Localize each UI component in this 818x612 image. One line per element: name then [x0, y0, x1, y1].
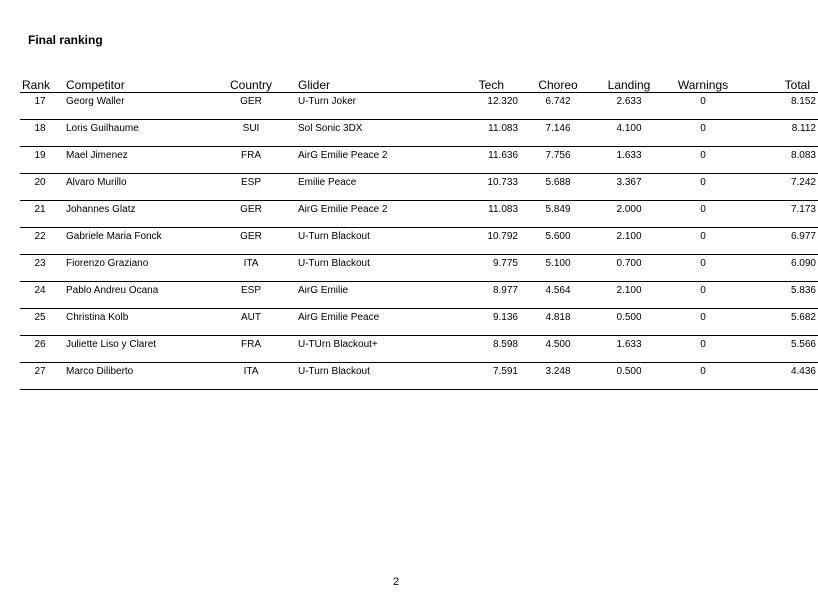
cell-warnings: 0 — [662, 93, 744, 120]
table-row — [20, 363, 818, 390]
cell-warnings: 0 — [662, 120, 744, 147]
cell-competitor: Marco Diliberto — [60, 363, 216, 390]
cell-landing: 0.500 — [596, 309, 662, 336]
cell-rank: 23 — [20, 255, 60, 282]
page-title: Final ranking — [28, 33, 103, 47]
cell-total: 8.083 — [744, 147, 818, 174]
column-header-warnings: Warnings — [662, 76, 744, 93]
cell-choreo: 5.688 — [520, 174, 596, 201]
cell-total: 5.836 — [744, 282, 818, 309]
cell-tech: 7.591 — [428, 363, 520, 390]
cell-warnings: 0 — [662, 201, 744, 228]
cell-country: GER — [216, 228, 286, 255]
cell-country: ITA — [216, 363, 286, 390]
cell-total: 6.090 — [744, 255, 818, 282]
cell-rank: 26 — [20, 336, 60, 363]
cell-total: 5.682 — [744, 309, 818, 336]
cell-landing: 2.100 — [596, 282, 662, 309]
cell-country: FRA — [216, 336, 286, 363]
cell-landing: 1.633 — [596, 147, 662, 174]
cell-rank: 18 — [20, 120, 60, 147]
cell-tech: 11.083 — [428, 120, 520, 147]
cell-country: GER — [216, 201, 286, 228]
cell-warnings: 0 — [662, 147, 744, 174]
cell-total: 7.173 — [744, 201, 818, 228]
cell-landing: 0.500 — [596, 363, 662, 390]
cell-tech: 10.733 — [428, 174, 520, 201]
cell-rank: 27 — [20, 363, 60, 390]
cell-choreo: 7.756 — [520, 147, 596, 174]
table-row — [20, 201, 818, 228]
cell-warnings: 0 — [662, 174, 744, 201]
cell-competitor: Gabriele Maria Fonck — [60, 228, 216, 255]
table-row — [20, 147, 818, 174]
cell-total: 8.152 — [744, 93, 818, 120]
cell-choreo: 5.849 — [520, 201, 596, 228]
cell-tech: 11.636 — [428, 147, 520, 174]
column-header-country: Country — [216, 76, 286, 93]
cell-tech: 9.136 — [428, 309, 520, 336]
cell-warnings: 0 — [662, 282, 744, 309]
cell-glider: U-Turn Blackout — [286, 228, 428, 255]
cell-tech: 11.083 — [428, 201, 520, 228]
cell-total: 6.977 — [744, 228, 818, 255]
cell-tech: 10.792 — [428, 228, 520, 255]
table-row — [20, 120, 818, 147]
cell-competitor: Christina Kolb — [60, 309, 216, 336]
cell-choreo: 3.248 — [520, 363, 596, 390]
cell-choreo: 4.818 — [520, 309, 596, 336]
cell-choreo: 6.742 — [520, 93, 596, 120]
cell-competitor: Johannes Glatz — [60, 201, 216, 228]
table-header-row — [20, 76, 818, 93]
table-row — [20, 336, 818, 363]
cell-glider: Emilie Peace — [286, 174, 428, 201]
cell-warnings: 0 — [662, 228, 744, 255]
cell-glider: AirG Emilie Peace 2 — [286, 201, 428, 228]
cell-country: ESP — [216, 174, 286, 201]
cell-tech: 12.320 — [428, 93, 520, 120]
column-header-rank: Rank — [20, 76, 60, 93]
cell-country: FRA — [216, 147, 286, 174]
cell-competitor: Alvaro Murillo — [60, 174, 216, 201]
cell-rank: 24 — [20, 282, 60, 309]
cell-competitor: Georg Waller — [60, 93, 216, 120]
cell-total: 7.242 — [744, 174, 818, 201]
cell-choreo: 4.500 — [520, 336, 596, 363]
cell-landing: 2.000 — [596, 201, 662, 228]
cell-glider: AirG Emilie Peace — [286, 309, 428, 336]
cell-rank: 21 — [20, 201, 60, 228]
cell-warnings: 0 — [662, 363, 744, 390]
cell-country: ESP — [216, 282, 286, 309]
column-header-total: Total — [744, 76, 818, 93]
table-row — [20, 255, 818, 282]
column-header-competitor: Competitor — [60, 76, 216, 93]
cell-country: AUT — [216, 309, 286, 336]
cell-landing: 2.633 — [596, 93, 662, 120]
cell-glider: Sol Sonic 3DX — [286, 120, 428, 147]
cell-competitor: Mael Jimenez — [60, 147, 216, 174]
cell-glider: U-Turn Blackout — [286, 363, 428, 390]
table-row — [20, 93, 818, 120]
table-row — [20, 309, 818, 336]
cell-total: 5.566 — [744, 336, 818, 363]
cell-choreo: 5.600 — [520, 228, 596, 255]
cell-glider: U-Turn Joker — [286, 93, 428, 120]
page-number: 2 — [392, 576, 400, 588]
cell-glider: AirG Emilie — [286, 282, 428, 309]
table-row — [20, 282, 818, 309]
cell-rank: 22 — [20, 228, 60, 255]
cell-landing: 1.633 — [596, 336, 662, 363]
cell-rank: 17 — [20, 93, 60, 120]
table-row — [20, 228, 818, 255]
cell-tech: 8.977 — [428, 282, 520, 309]
cell-competitor: Fiorenzo Graziano — [60, 255, 216, 282]
column-header-glider: Glider — [286, 76, 428, 93]
ranking-table — [20, 76, 818, 390]
cell-landing: 4.100 — [596, 120, 662, 147]
cell-total: 4.436 — [744, 363, 818, 390]
cell-glider: AirG Emilie Peace 2 — [286, 147, 428, 174]
cell-tech: 8.598 — [428, 336, 520, 363]
cell-choreo: 7.146 — [520, 120, 596, 147]
cell-tech: 9.775 — [428, 255, 520, 282]
cell-total: 8.112 — [744, 120, 818, 147]
cell-warnings: 0 — [662, 309, 744, 336]
cell-choreo: 5.100 — [520, 255, 596, 282]
cell-competitor: Juliette Liso y Claret — [60, 336, 216, 363]
column-header-tech: Tech — [428, 76, 520, 93]
cell-country: ITA — [216, 255, 286, 282]
cell-landing: 3.367 — [596, 174, 662, 201]
table-row — [20, 174, 818, 201]
cell-competitor: Pablo Andreu Ocana — [60, 282, 216, 309]
cell-country: GER — [216, 93, 286, 120]
cell-competitor: Loris Guilhaume — [60, 120, 216, 147]
cell-landing: 0.700 — [596, 255, 662, 282]
column-header-landing: Landing — [596, 76, 662, 93]
cell-country: SUI — [216, 120, 286, 147]
cell-warnings: 0 — [662, 336, 744, 363]
cell-warnings: 0 — [662, 255, 744, 282]
cell-glider: U-TUrn Blackout+ — [286, 336, 428, 363]
cell-glider: U-Turn Blackout — [286, 255, 428, 282]
cell-rank: 25 — [20, 309, 60, 336]
cell-choreo: 4.564 — [520, 282, 596, 309]
cell-rank: 19 — [20, 147, 60, 174]
column-header-choreo: Choreo — [520, 76, 596, 93]
cell-landing: 2.100 — [596, 228, 662, 255]
cell-rank: 20 — [20, 174, 60, 201]
